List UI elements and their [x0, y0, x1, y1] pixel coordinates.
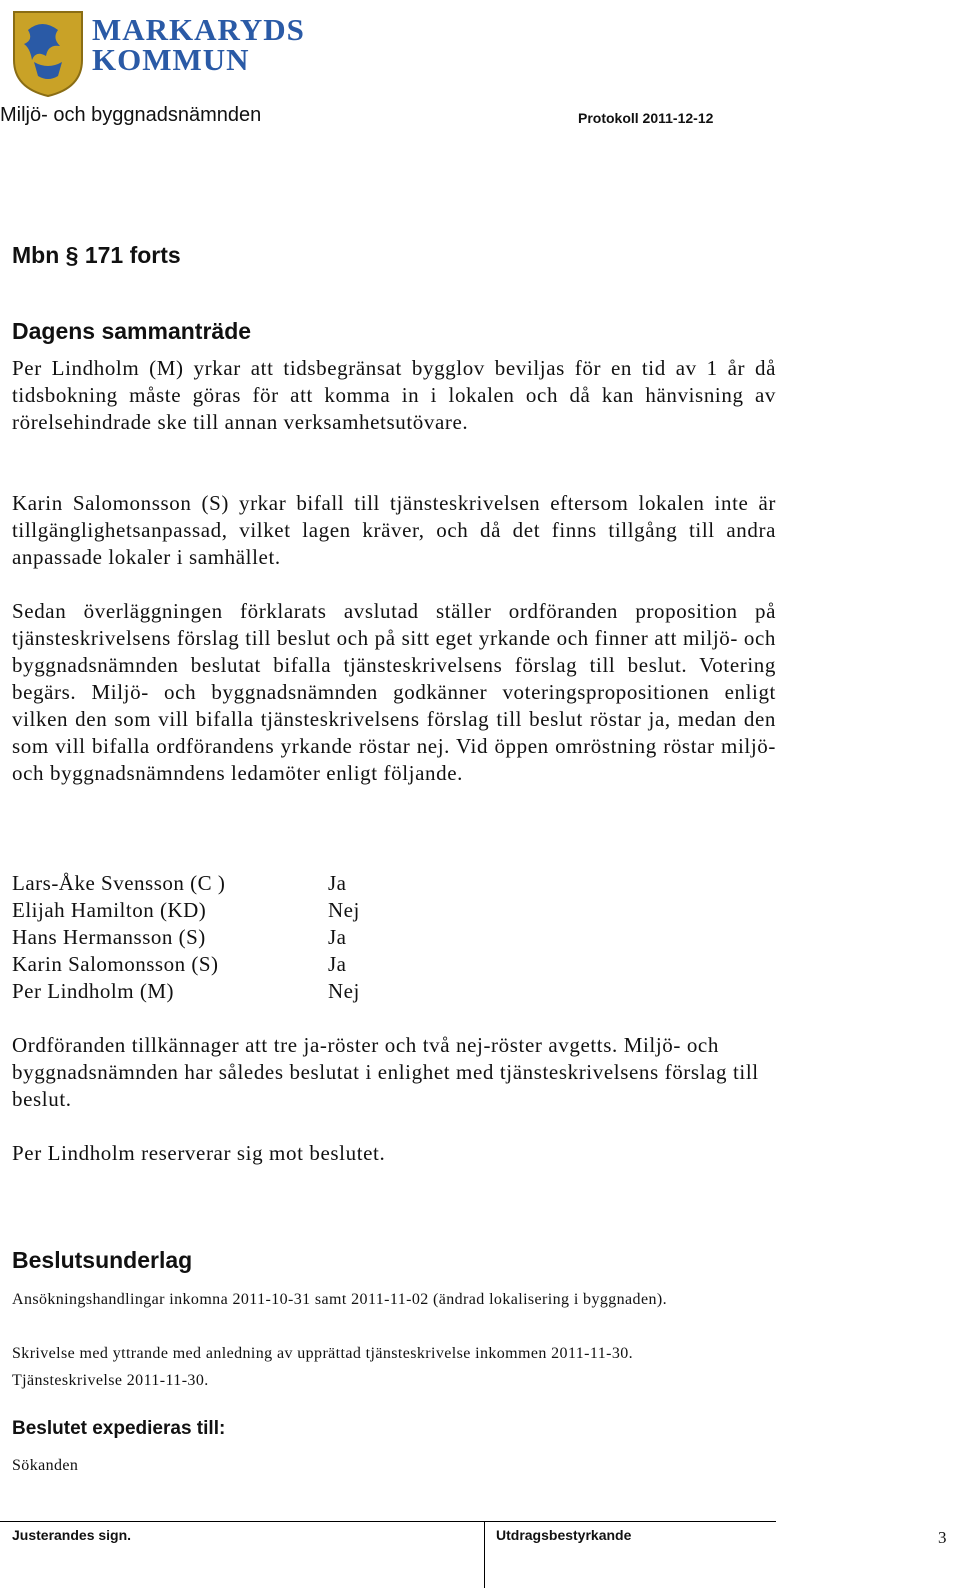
member-vote: Ja — [328, 952, 347, 976]
member-name: Per Lindholm (M) — [12, 979, 174, 1003]
footer-rule — [0, 1521, 776, 1522]
paragraph-lindholm-motion: Per Lindholm (M) yrkar att tidsbegränsat bygglov beviljas för en tid av 1 år då tidsbokning måste göras för att komma in i lokalen och då kan hänvisning av rörelsehindrade ske till annan verksamhetsutövare. — [12, 356, 776, 434]
basis-heading: Beslutsunderlag — [12, 1247, 193, 1273]
vote-row — [12, 870, 360, 897]
basis-item: Skrivelse med yttrande med anledning av upprättad tjänsteskrivelse inkommen 2011-11-30. — [12, 1345, 634, 1362]
page-number: 3 — [938, 1528, 947, 1547]
vote-row — [12, 978, 360, 1005]
member-vote: Ja — [328, 871, 347, 895]
footer-divider — [484, 1521, 485, 1588]
logo-text-line2: KOMMUN — [92, 42, 250, 77]
meeting-heading: Dagens sammanträde — [12, 318, 252, 344]
dispatch-recipient: Sökanden — [12, 1457, 79, 1474]
excerpt-certification-label: Utdragsbestyrkande — [496, 1527, 632, 1543]
protocol-date: Protokoll 2011-12-12 — [578, 110, 714, 126]
member-name: Hans Hermansson (S) — [12, 925, 206, 949]
paragraph-proposition: Sedan överläggningen förklarats avslutad ställer ordföranden proposition på tjänsteskrivelsens förslag till beslut och på sitt eget yrkande och finner att miljö- och byggnadsnämnden beslutat bifalla tjänsteskrivelsens förslag till beslut. Votering begärs. Miljö- och byggnadsnämnden godkänner voteringspropositionen enligt vilken den som vill bifalla tjänsteskrivelsens förslag till beslut röstar ja, medan den som vill bifalla ordförandens yrkande röstar nej. Vid öppen omröstning röstar miljö- och byggnadsnämndens ledamöter enligt följande. — [12, 599, 776, 785]
member-vote: Nej — [328, 979, 360, 1003]
paragraph-vote-result: Ordföranden tillkännager att tre ja-röster och två nej-röster avgetts. Miljö- och byggnadsnämnden har således beslutat i enlighet med tjänsteskrivelsens förslag till beslut. — [12, 1033, 759, 1111]
committee-name: Miljö- och byggnadsnämnden — [0, 104, 262, 126]
coat-of-arms-icon — [12, 10, 84, 98]
dispatch-heading: Beslutet expedieras till: — [12, 1418, 226, 1439]
vote-row — [12, 897, 360, 924]
member-vote: Ja — [328, 925, 347, 949]
section-title: Mbn § 171 forts — [12, 242, 181, 268]
signature-label: Justerandes sign. — [12, 1527, 132, 1543]
paragraph-reservation: Per Lindholm reserverar sig mot beslutet. — [12, 1141, 386, 1165]
member-name: Lars-Åke Svensson (C ) — [12, 871, 226, 895]
vote-list — [12, 870, 360, 1005]
municipality-logo — [12, 10, 312, 100]
member-vote: Nej — [328, 898, 360, 922]
member-name: Karin Salomonsson (S) — [12, 952, 219, 976]
vote-row — [12, 924, 360, 951]
paragraph-salomonsson-motion: Karin Salomonsson (S) yrkar bifall till tjänsteskrivelsen eftersom lokalen inte är tillgänglighetsanpassad, vilket lagen kräver, och då det finns tillgång till andra anpassade lokaler i samhället. — [12, 491, 776, 569]
vote-row — [12, 951, 360, 978]
logo-text-line1: MARKARYDS — [92, 12, 305, 47]
basis-item: Tjänsteskrivelse 2011-11-30. — [12, 1372, 209, 1389]
member-name: Elijah Hamilton (KD) — [12, 898, 207, 922]
basis-item: Ansökningshandlingar inkomna 2011-10-31 samt 2011-11-02 (ändrad lokalisering i byggnaden). — [12, 1291, 667, 1308]
